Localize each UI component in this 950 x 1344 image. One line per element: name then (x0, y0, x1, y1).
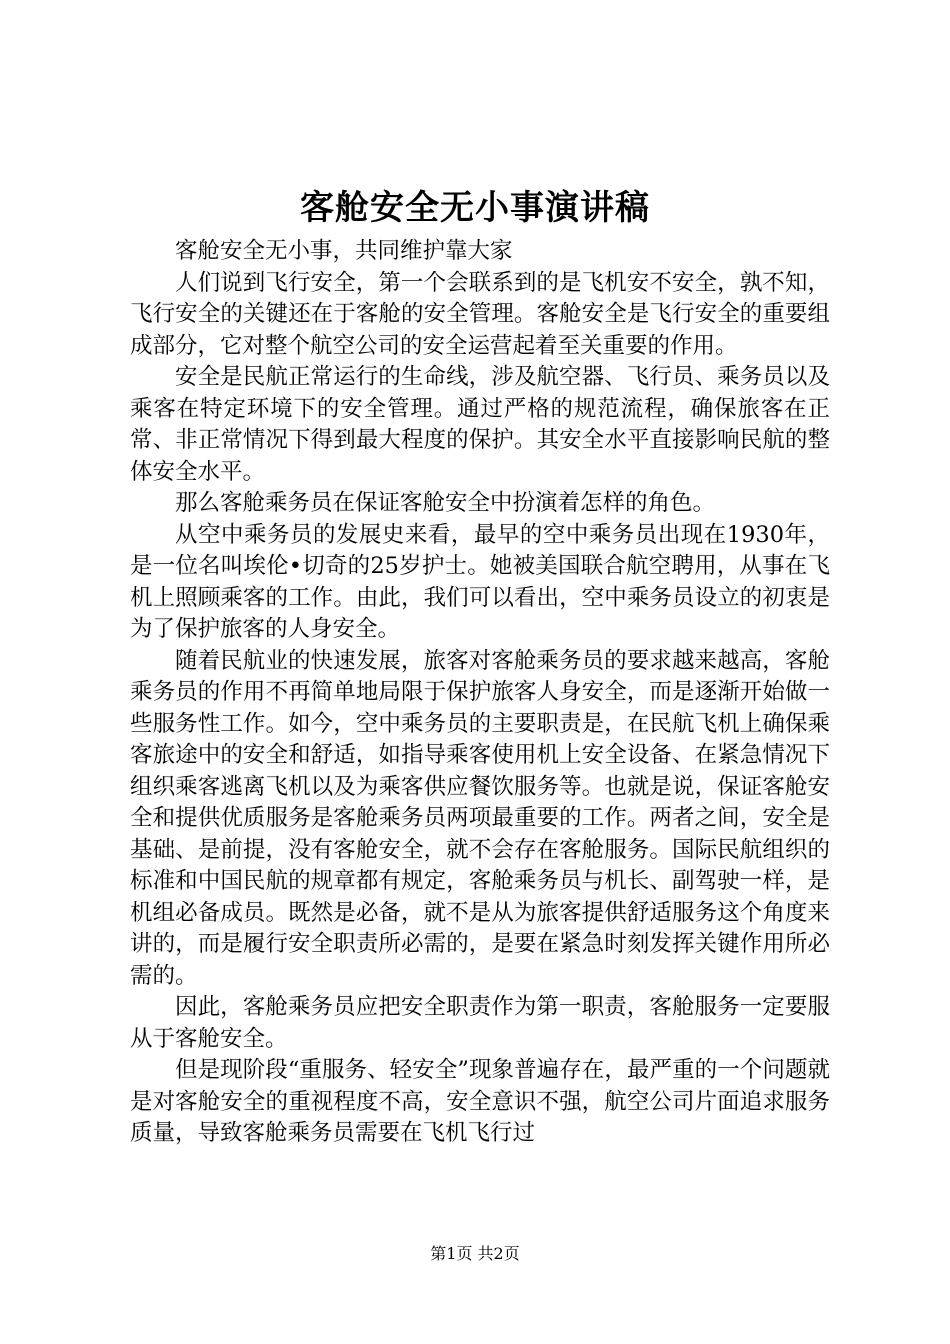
paragraph-5: 随着民航业的快速发展，旅客对客舱乘务员的要求越来越高，客舱乘务员的作用不再简单地局限于保护旅客人身安全，而是逐渐开始做一些服务性工作。如今，空中乘务员的主要职责是，在民航飞机上确保乘客旅途中的安全和舒适，如指导乘客使用机上安全设备、在紧急情况下组织乘客逃离飞机以及为乘客供应餐饮服务等。也就是说，保证客舱安全和提供优质服务是客舱乘务员两项最重要的工作。两者之间，安全是基础、是前提，没有客舱安全，就不会存在客舱服务。国际民航组织的标准和中国民航的规章都有规定，客舱乘务员与机长、副驾驶一样，是机组必备成员。既然是必备，就不是从为旅客提供舒适服务这个角度来讲的，而是履行安全职责所必需的，是要在紧急时刻发挥关键作用所必需的。 (130, 647, 830, 989)
paragraph-6: 因此，客舱乘务员应把安全职责作为第一职责，客舱服务一定要服从于客舱安全。 (130, 994, 830, 1052)
paragraph-2: 安全是民航正常运行的生命线，涉及航空器、飞行员、乘务员以及乘客在特定环境下的安全管理。通过严格的规范流程，确保旅客在正常、非正常情况下得到最大程度的保护。其安全水平直接影响民航的整体安全水平。 (130, 364, 830, 485)
paragraph-3: 那么客舱乘务员在保证客舱安全中扮演着怎样的角色。 (175, 490, 716, 516)
document-title: 客舱安全无小事演讲稿 (300, 188, 650, 228)
paragraph-1: 人们说到飞行安全，第一个会联系到的是飞机安不安全，孰不知，飞行安全的关键还在于客舱的安全管理。客舱安全是飞行安全的重要组成部分，它对整个航空公司的安全运营起着至关重要的作用。 (130, 269, 830, 359)
document-body (130, 236, 830, 1150)
page-footer: 第1页 共2页 (430, 1244, 520, 1263)
paragraph-4: 从空中乘务员的发展史来看，最早的空中乘务员出现在1930年，是一位名叫埃伦•切奇的25岁护士。她被美国联合航空聘用，从事在飞机上照顾乘客的工作。由此，我们可以看出，空中乘务员设立的初衷是为了保护旅客的人身安全。 (130, 521, 830, 642)
paragraph-7: 但是现阶段“重服务、轻安全”现象普遍存在，最严重的一个问题就是对客舱安全的重视程度不高，安全意识不强，航空公司片面追求服务质量，导致客舱乘务员需要在飞机飞行过 (130, 1057, 830, 1146)
paragraph-subtitle: 客舱安全无小事，共同维护靠大家 (175, 238, 513, 264)
